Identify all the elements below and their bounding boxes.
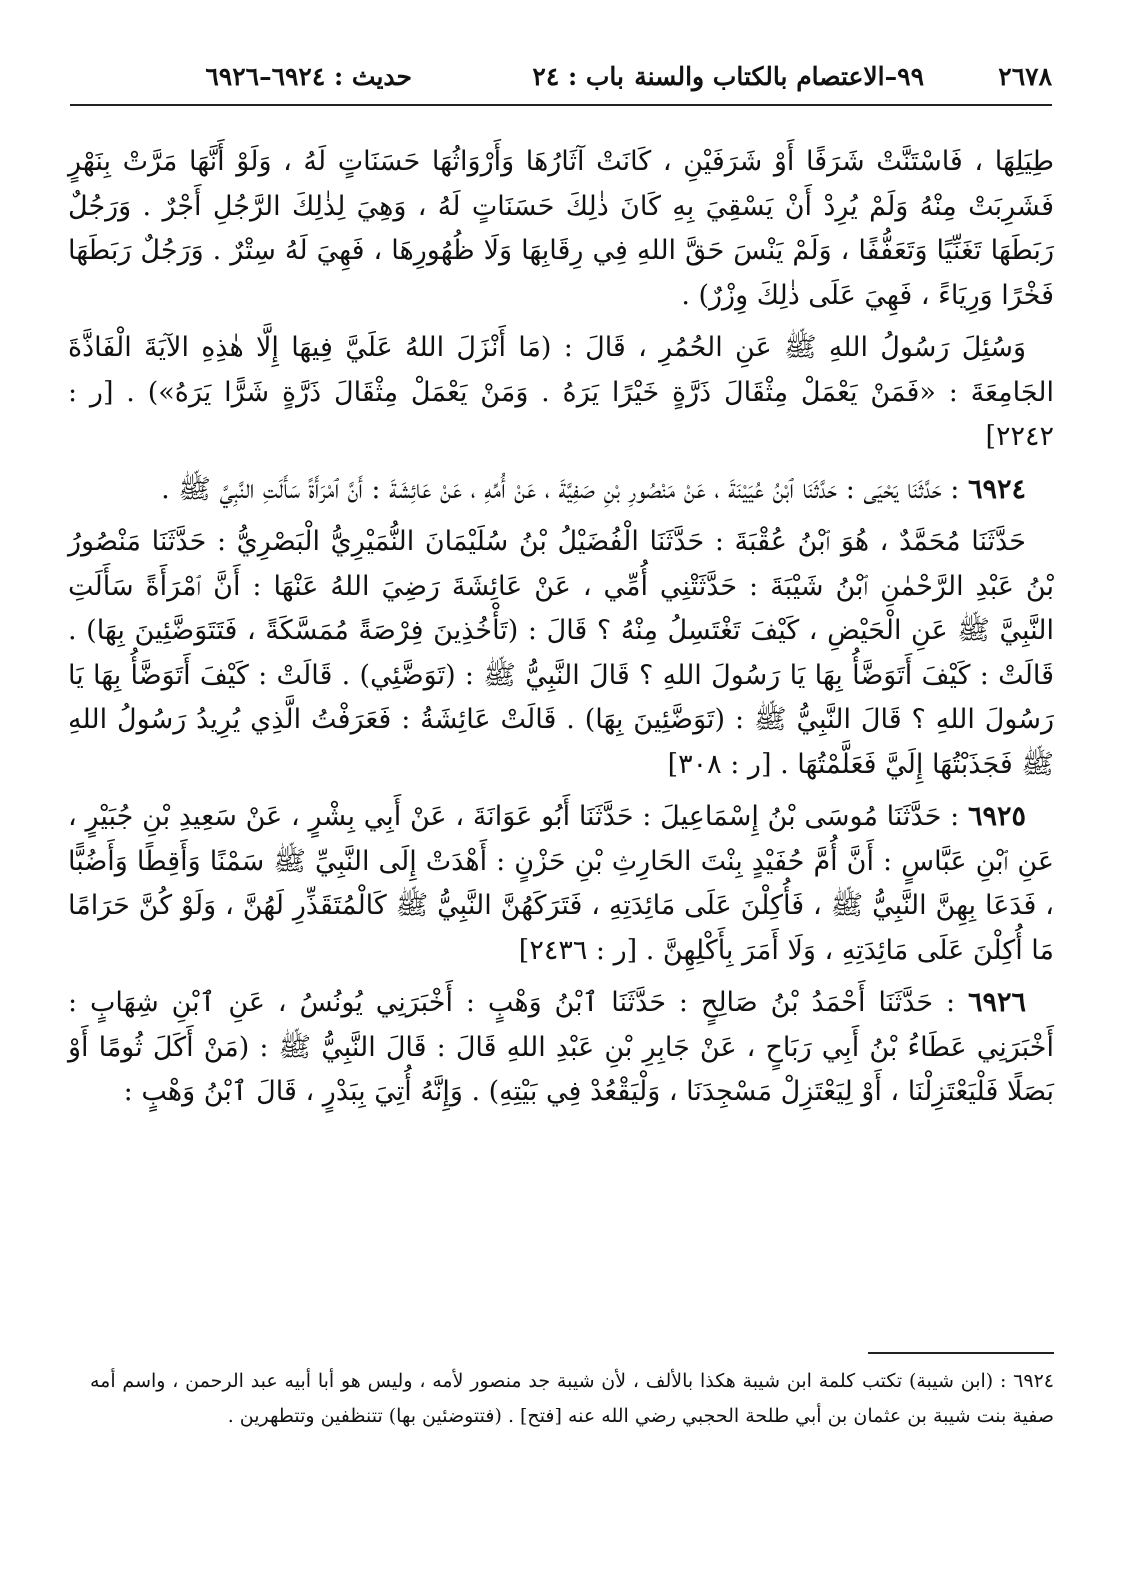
hadith-text: : حَدَّثَنَا يَحْيَى : حَدَّثَنَا ٱبْنُ عُيَيْنَةَ ، عَنْ مَنْصُورِ بْنِ صَفِيَّةَ ، عَنْ أُمِّهِ ، عَنْ عَائِشَةَ : أَنَّ ٱمْرَأَةً سَأَلَتِ النَّبِيَّ ﷺ . (161, 473, 968, 505)
page-number: ٢٦٧٨ (998, 62, 1052, 91)
header-divider (70, 104, 1052, 106)
book-title: ٩٩–الاعتصام بالكتاب والسنة (634, 62, 924, 91)
paragraph-donkeys: وَسُئِلَ رَسُولُ اللهِ ﷺ عَنِ الحُمُرِ ، قَالَ : (مَا أَنْزَلَ اللهُ عَلَيَّ فِيهَا إِلَّا هٰذِهِ الآيَةَ الْفَاذَّةَ الجَامِعَةَ : «فَمَنْ يَعْمَلْ مِثْقَالَ ذَرَّةٍ خَيْرًا يَرَهُ . وَمَنْ يَعْمَلْ مِثْقَالَ ذَرَّةٍ شَرًّا يَرَهُ») . [ر : ٢٢٤٢] (68, 332, 1054, 452)
hadith-range: حديث : ٦٩٢٤–٦٩٢٦ (205, 62, 412, 91)
chapter-label: باب : ٢٤ (532, 62, 624, 91)
main-text (68, 140, 1054, 1123)
footnote-divider (868, 1352, 1054, 1354)
hadith-6924 (68, 468, 1054, 513)
hadith-6925 (68, 795, 1054, 973)
paragraph-continuation: طِيَلِهَا ، فَاسْتَنَّتْ شَرَفًا أَوْ شَرَفَيْنِ ، كَانَتْ آثَارُهَا وَأَرْوَاثُهَا حَسَنَاتٍ لَهُ ، وَلَوْ أَنَّهَا مَرَّتْ بِنَهْرٍ فَشَرِبَتْ مِنْهُ وَلَمْ يُرِدْ أَنْ يَسْقِيَ بِهِ كَانَ ذٰلِكَ حَسَنَاتٍ لَهُ ، وَهِيَ لِذٰلِكَ الرَّجُلِ أَجْرٌ . وَرَجُلٌ رَبَطَهَا تَغَنِّيًا وَتَعَفُّفًا ، وَلَمْ يَنْسَ حَقَّ اللهِ فِي رِقَابِهَا وَلَا ظُهُورِهَا ، فَهِيَ لَهُ سِتْرٌ . وَرَجُلٌ رَبَطَهَا فَخْرًا وَرِيَاءً ، فَهِيَ عَلَى ذٰلِكَ وِزْرٌ) . (68, 146, 1054, 311)
running-header (70, 58, 1052, 98)
footnote (90, 1364, 1054, 1434)
hadith-number: ٦٩٢٥ (967, 801, 1026, 832)
hadith-6926 (68, 981, 1054, 1115)
paragraph-menstruation: حَدَّثَنَا مُحَمَّدٌ ، هُوَ ٱبْنُ عُقْبَةَ : حَدَّثَنَا الْفُضَيْلُ بْنُ سُلَيْمَانَ النُّمَيْرِيُّ الْبَصْرِيُّ : حَدَّثَنَا مَنْصُورُ بْنُ عَبْدِ الرَّحْمٰنِ ٱبْنُ شَيْبَةَ : حَدَّثَتْنِي أُمِّي ، عَنْ عَائِشَةَ رَضِيَ اللهُ عَنْهَا : أَنَّ ٱمْرَأَةً سَأَلَتِ النَّبِيَّ ﷺ عَنِ الْحَيْضِ ، كَيْفَ تَغْتَسِلُ مِنْهُ ؟ قَالَ : (تَأْخُذِينَ فِرْصَةً مُمَسَّكَةً ، فَتَتَوَضَّئِينَ بِهَا) . قَالَتْ : كَيْفَ أَتَوَضَّأُ بِهَا يَا رَسُولَ اللهِ ؟ قَالَ النَّبِيُّ ﷺ : (تَوَضَّئِي) . قَالَتْ : كَيْفَ أَتَوَضَّأُ بِهَا يَا رَسُولَ اللهِ ؟ قَالَ النَّبِيُّ ﷺ : (تَوَضَّئِينَ بِهَا) . قَالَتْ عَائِشَةُ : فَعَرَفْتُ الَّذِي يُرِيدُ رَسُولُ اللهِ ﷺ فَجَذَبْتُهَا إِلَيَّ فَعَلَّمْتُهَا . [ر : ٣٠٨] (68, 526, 1054, 780)
hadith-number: ٦٩٢٤ (967, 473, 1026, 505)
hadith-text: : حَدَّثَنَا مُوسَى بْنُ إِسْمَاعِيلَ : حَدَّثَنَا أَبُو عَوَانَةَ ، عَنْ أَبِي بِشْرٍ ، عَنْ سَعِيدِ بْنِ جُبَيْرٍ ، عَنِ ٱبْنِ عَبَّاسٍ : أَنَّ أُمَّ حُفَيْدٍ بِنْتَ الحَارِثِ بْنِ حَزْنٍ : أَهْدَتْ إِلَى النَّبِيِّ ﷺ سَمْنًا وَأَقِطًا وَأَضُبًّا ، فَدَعَا بِهِنَّ النَّبِيُّ ﷺ ، فَأُكِلْنَ عَلَى مَائِدَتِهِ ، فَتَرَكَهُنَّ النَّبِيُّ ﷺ كَالْمُتَقَذِّرِ لَهُنَّ ، وَلَوْ كُنَّ حَرَامًا مَا أُكِلْنَ عَلَى مَائِدَتِهِ ، وَلَا أَمَرَ بِأَكْلِهِنَّ . [ر : ٢٤٣٦] (68, 801, 1054, 966)
hadith-text: : حَدَّثَنَا أَحْمَدُ بْنُ صَالِحٍ : حَدَّثَنَا ٱبْنُ وَهْبٍ : أَخْبَرَنِي يُونُسُ ، عَنِ ٱبْنِ شِهَابٍ : أَخْبَرَنِي عَطَاءُ بْنُ أَبِي رَبَاحٍ ، عَنْ جَابِرِ بْنِ عَبْدِ اللهِ قَالَ : قَالَ النَّبِيُّ ﷺ : (مَنْ أَكَلَ ثُومًا أَوْ بَصَلًا فَلْيَعْتَزِلْنَا ، أَوْ لِيَعْتَزِلْ مَسْجِدَنَا ، وَلْيَقْعُدْ فِي بَيْتِهِ) . وَإِنَّهُ أُتِيَ بِبَدْرٍ ، قَالَ ٱبْنُ وَهْبٍ : (68, 987, 1054, 1107)
hadith-number: ٦٩٢٦ (967, 987, 1026, 1018)
footnote-text: ٦٩٢٤ : (ابن شيبة) تكتب كلمة ابن شيبة هكذا بالألف ، لأن شيبة جد منصور لأمه ، وليس هو أبا أبيه عبد الرحمن ، واسم أمه صفية بنت شيبة بن عثمان بن أبي طلحة الحجبي رضي الله عنه [فتح] . (فتتوضئين بها) تتنظفين وتتطهرين . (90, 1370, 1054, 1427)
